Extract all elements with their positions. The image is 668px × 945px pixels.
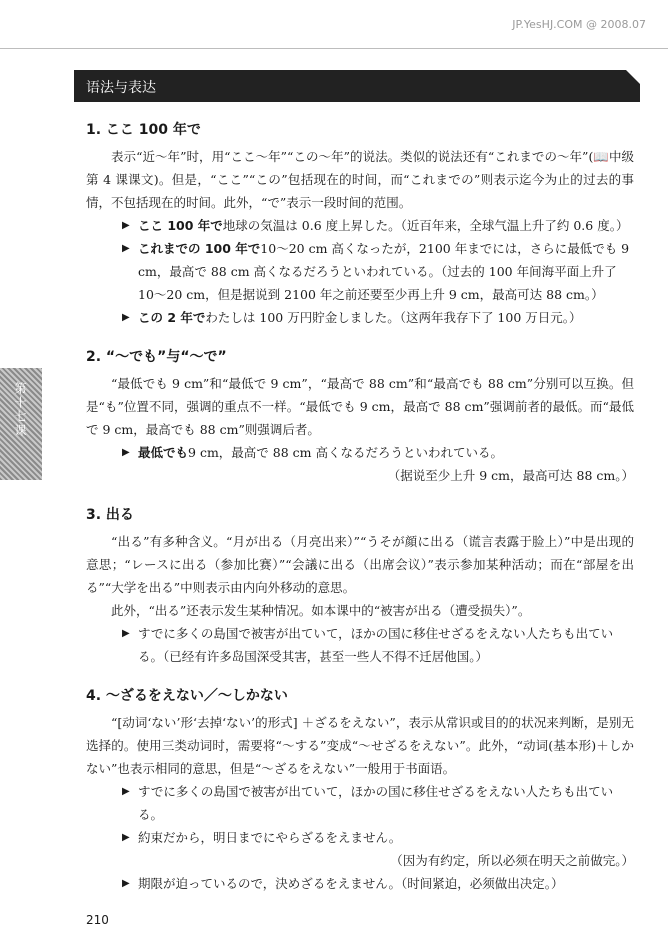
- bullet-arrow-icon: ▶: [122, 312, 130, 323]
- section-heading: 1. ここ 100 年で: [86, 122, 201, 138]
- bullet-arrow-icon: ▶: [122, 243, 130, 254]
- example-emphasis: ここ 100 年で: [138, 218, 223, 233]
- example-text: わたしは 100 万円貯金しました。（这两年我存下了 100 万日元。）: [205, 310, 582, 325]
- translation-note: （因为有约定，所以必须在明天之前做完。）: [390, 853, 634, 868]
- example-list: [86, 780, 634, 849]
- example-item: [122, 826, 634, 849]
- section-heading: 2. “～でも”与“～で”: [86, 349, 227, 365]
- section-paragraph: “[动词‘ない’形‘去掉‘ない’的形式] ＋ざるをえない”，表示从常识或目的的状况来判断，是别无选择的。使用三类动词时，需要将“～する”变成“～せざるをえない”。此外，“动词(基本形)＋しかない”也表示相同的意思，但是“～ざるをえない”一般用于书面语。: [86, 715, 634, 776]
- bullet-arrow-icon: ▶: [122, 628, 130, 639]
- header-title: 语法与表达: [86, 80, 156, 96]
- example-item: [122, 237, 634, 306]
- section-1: [86, 118, 634, 329]
- example-list: [86, 622, 634, 668]
- bullet-arrow-icon: ▶: [122, 832, 130, 843]
- example-item: [122, 214, 634, 237]
- bullet-arrow-icon: ▶: [122, 447, 130, 458]
- section-paragraph: “最低でも 9 cm”和“最低で 9 cm”，“最高で 88 cm”和“最高でも 88 cm”分别可以互换。但是“も”位置不同，强调的重点不一样。“最低でも 9 cm，最高で 88 cm”强调前者的最低。而“最低で 9 cm，最高でも 88 cm”则强调后者。: [86, 376, 634, 437]
- example-text: 地球の気温は 0.6 度上昇した。（近百年来，全球气温上升了约 0.6 度。）: [222, 218, 629, 233]
- bullet-arrow-icon: ▶: [122, 786, 130, 797]
- example-item: [122, 780, 634, 826]
- example-text: 9 cm，最高で 88 cm 高くなるだろうといわれている。: [188, 445, 503, 460]
- example-list: [86, 872, 634, 895]
- example-emphasis: この 2 年で: [138, 310, 206, 325]
- section-2: [86, 345, 634, 487]
- example-text: 約束だから，明日までにやらざるをえません。: [138, 830, 402, 845]
- section-paragraph-2: 此外，“出る”还表示发生某种情况。如本课中的“被害が出る（遭受损失）”。: [111, 603, 531, 618]
- section-paragraph: 表示“近～年”时，用“ここ～年”“この～年”的说法。类似的说法还有“これまでの～年”(📖中级第 4 课课文)。但是，“ここ”“この”包括现在的时间，而“これまでの”则表示迄今为止的过去的事情，不包括现在的时间。此外，“で”表示一段时间的范围。: [86, 149, 634, 210]
- example-list: [86, 441, 634, 464]
- example-item: [122, 441, 634, 464]
- example-emphasis: これまでの 100 年で: [138, 241, 261, 256]
- example-item: [122, 872, 634, 895]
- folded-corner: [626, 70, 640, 84]
- page-number: 210: [86, 913, 109, 927]
- example-emphasis: 最低でも: [138, 445, 189, 460]
- side-tab: [0, 368, 42, 480]
- example-item: [122, 622, 634, 668]
- section-heading: 4. ～ざるをえない／～しかない: [86, 688, 288, 704]
- bullet-arrow-icon: ▶: [122, 878, 130, 889]
- section-heading: 3. 出る: [86, 507, 134, 523]
- content: [86, 118, 634, 911]
- example-item: [122, 306, 634, 329]
- example-text: 10～20 cm 高くなったが，2100 年までには，さらに最低でも 9 cm，最高で 88 cm 高くなるだろうといわれている。（过去的 100 年间海平面上升了 10～20 cm，但是据说到 2100 年之前还要至少再上升 9 cm，最高可达 88 cm。）: [138, 241, 630, 302]
- side-tab-text: 第十七课: [13, 382, 27, 438]
- example-text: すでに多くの島国で被害が出ていて，ほかの国に移住せざるをえない人たちも出ている。: [138, 784, 614, 822]
- example-text: 期限が迫っているので，決めざるをえません。（时间紧迫，必须做出决定。）: [138, 876, 564, 891]
- bullet-arrow-icon: ▶: [122, 220, 130, 231]
- section-4: [86, 684, 634, 895]
- translation-note: （据说至少上升 9 cm，最高可达 88 cm。）: [387, 468, 634, 483]
- section-paragraph: “出る”有多种含义。“月が出る（月亮出来）”“うそが顔に出る（谎言表露于脸上）”中是出现的意思；“レースに出る（参加比赛）”“会議に出る（出席会议）”表示参加某种活动；而在“部屋を出る”“大学を出る”中则表示由内向外移动的意思。: [86, 534, 634, 595]
- example-list: [86, 214, 634, 329]
- top-rule: [0, 48, 668, 49]
- watermark: JP.YesHJ.COM @ 2008.07: [512, 18, 646, 31]
- section-header-bar: [74, 70, 640, 102]
- section-3: [86, 503, 634, 668]
- example-text: すでに多くの島国で被害が出ていて，ほかの国に移住せざるをえない人たちも出ている。（已经有许多岛国深受其害，甚至一些人不得不迁居他国。）: [138, 626, 614, 664]
